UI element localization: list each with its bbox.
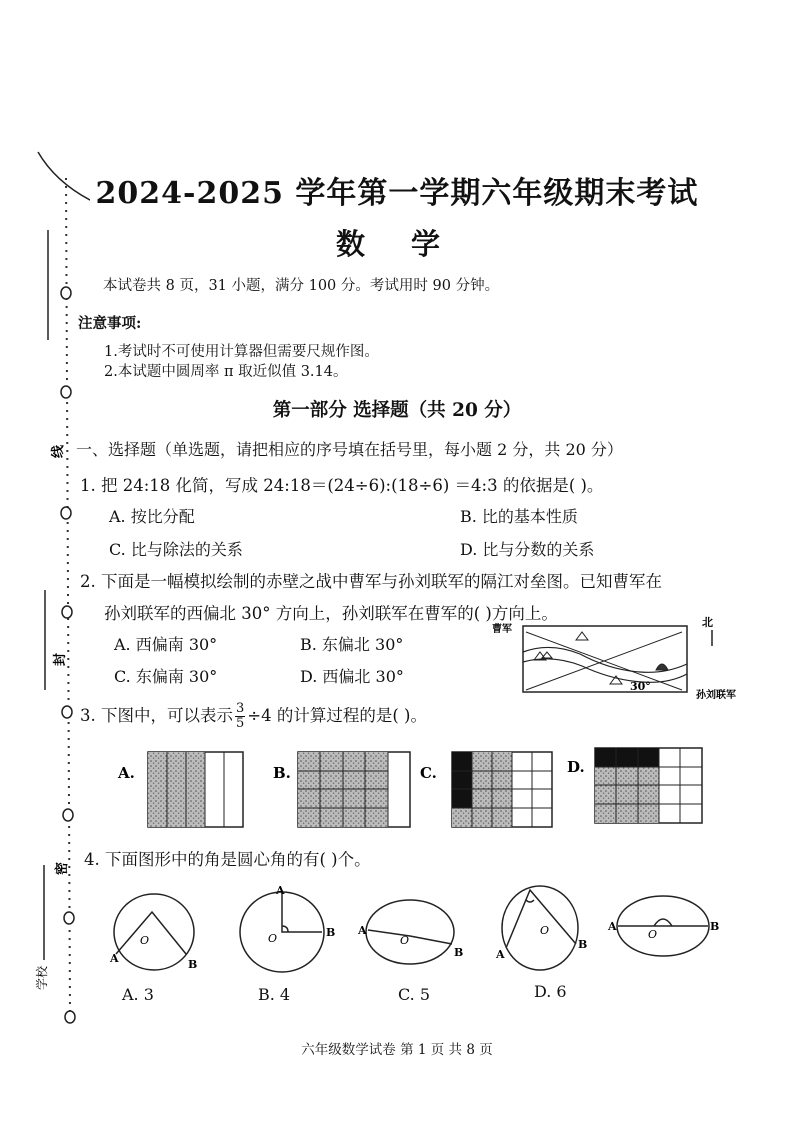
part-1-heading: 第一部分 选择题（共 20 分） [272, 400, 522, 421]
q4-c2-point-o: O [268, 932, 278, 945]
q3-fraction [235, 702, 245, 731]
q3-option-a-label: A. [118, 764, 135, 782]
q1-stem: 1. 把 24:18 化简，写成 24:18＝(24÷6):(18÷6) ＝4:3 的依据是( )。 [80, 476, 604, 495]
notice-heading: 注意事项: [78, 315, 142, 332]
notice-item-2: 2.本试题中圆周率 π 取近似值 3.14。 [104, 364, 348, 380]
q2-option-a: A. 西偏南 30° [114, 635, 218, 654]
q4-c2-point-a: A [276, 884, 285, 897]
seal-char-3: 密 [55, 861, 70, 875]
q4-c5-point-b: B [710, 920, 720, 933]
q4-c4-point-o: O [540, 924, 550, 937]
q4-circles-figure [100, 882, 740, 982]
q2-stem-line-2: 孙刘联军的西偏北 30° 方向上，孙刘联军在曹军的( )方向上。 [104, 604, 558, 623]
q3-stem-before: 3. 下图中，可以表示 [80, 706, 233, 725]
battle-map-figure [490, 612, 760, 704]
q4-c3-point-b: B [454, 946, 464, 959]
q1-option-a: A. 按比分配 [109, 507, 195, 526]
q3-stem [80, 702, 427, 731]
q4-circle-5 [617, 896, 709, 956]
q4-option-b: B. 4 [258, 985, 291, 1004]
q4-c5-point-a: A [608, 920, 617, 933]
q3-option-c-diagram [452, 752, 552, 827]
q1-option-b: B. 比的基本性质 [460, 507, 578, 526]
q3-option-b-label: B. [273, 764, 291, 782]
q2-option-b: B. 东偏北 30° [300, 635, 404, 654]
q4-circle-2 [240, 892, 324, 972]
seal-char-1: 线 [51, 444, 66, 458]
q4-c4-point-a: A [496, 948, 505, 961]
school-field-label: 学校 [35, 965, 49, 990]
q2-option-c: C. 东偏南 30° [114, 667, 218, 686]
q3-options-figure [110, 740, 710, 840]
q4-c1-point-o: O [140, 934, 150, 947]
map-label-sunliu: 孙刘联军 [696, 690, 736, 701]
page-footer: 六年级数学试卷 第 1 页 共 8 页 [301, 1042, 493, 1058]
q3-option-d-diagram [595, 748, 702, 823]
q4-c3-point-o: O [400, 934, 410, 947]
q3-option-a-diagram [148, 752, 243, 827]
section-1-heading: 一、选择题（单选题，请把相应的序号填在括号里，每小题 2 分，共 20 分） [76, 440, 623, 459]
map-label-north: 北 [702, 616, 713, 629]
q4-c2-point-b: B [326, 926, 336, 939]
q2-option-d: D. 西偏北 30° [300, 667, 404, 686]
q3-stem-after: ÷4 的计算过程的是( )。 [247, 706, 427, 725]
q4-c1-point-b: B [188, 958, 198, 971]
q3-option-c-label: C. [420, 764, 437, 782]
exam-title: 2024-2025 学年第一学期六年级期末考试 [95, 176, 699, 211]
q4-circle-3 [366, 900, 454, 964]
seal-char-2: 封 [53, 652, 68, 666]
q3-option-d-label: D. [567, 758, 585, 776]
q3-option-b-diagram [298, 752, 410, 827]
q1-option-c: C. 比与除法的关系 [109, 540, 243, 559]
notice-item-1: 1.考试时不可使用计算器但需要尺规作图。 [104, 344, 379, 360]
q4-option-c: C. 5 [398, 985, 431, 1004]
q4-c1-point-a: A [110, 952, 119, 965]
q4-stem: 4. 下面图形中的角是圆心角的有( )个。 [84, 850, 371, 869]
map-label-angle: 30° [630, 680, 651, 693]
subject-title: 数 学 [335, 227, 459, 261]
map-label-cao: 曹军 [492, 624, 512, 635]
q4-option-d: D. 6 [534, 982, 567, 1001]
q3-fraction-denominator: 5 [236, 716, 245, 731]
q2-stem-line-1: 2. 下面是一幅模拟绘制的赤壁之战中曹军与孙刘联军的隔江对垒图。已知曹军在 [80, 572, 662, 591]
q4-c4-point-b: B [578, 938, 588, 951]
q4-c3-point-a: A [358, 924, 367, 937]
q4-c5-point-o: O [648, 928, 658, 941]
q4-option-a: A. 3 [122, 985, 154, 1004]
q3-fraction-numerator: 3 [236, 701, 245, 716]
q1-option-d: D. 比与分数的关系 [460, 540, 595, 559]
exam-info: 本试卷共 8 页，31 小题，满分 100 分。考试用时 90 分钟。 [103, 278, 500, 294]
q4-circle-1 [114, 894, 194, 970]
